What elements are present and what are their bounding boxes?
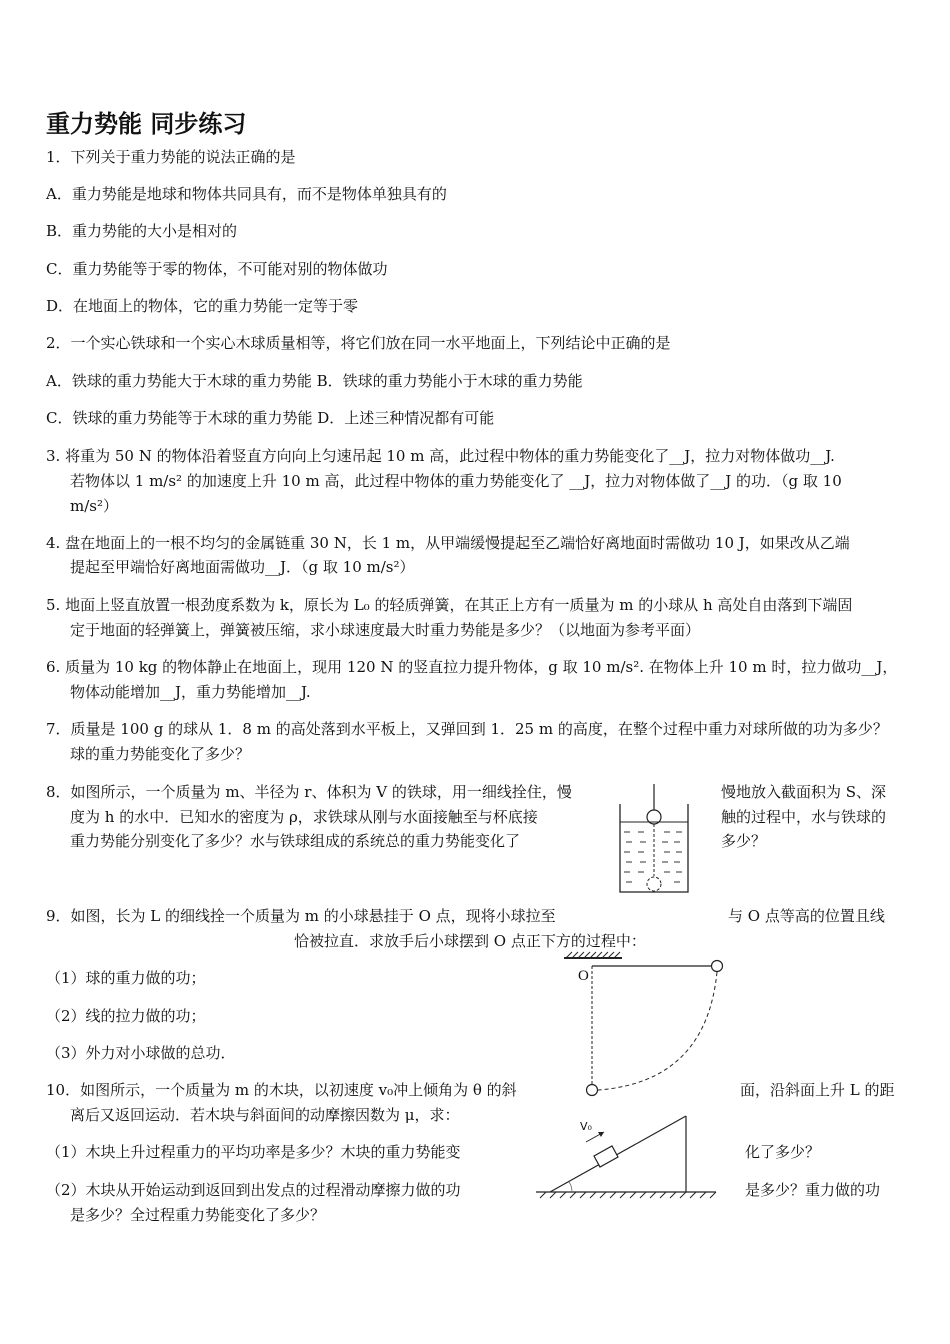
question-10-sub2: （2）木块从开始运动到返回到出发点的过程滑动摩擦力做的功	[46, 1181, 461, 1199]
question-3-line1: 3. 将重为 50 N 的物体沿着竖直方向向上匀速吊起 10 m 高，此过程中物体的重力势能变化了__J，拉力对物体做功__J.	[46, 447, 835, 465]
q1-option-a: A．重力势能是地球和物体共同具有，而不是物体单独具有的	[46, 185, 447, 203]
question-10-sub1-right: 化了多少？	[745, 1143, 821, 1161]
question-3-line2: 若物体以 1 m/s² 的加速度上升 10 m 高，此过程中物体的重力势能变化了 __J，拉力对物体做了__J 的功．（g 取 10	[70, 472, 842, 490]
question-10-line2: 离后又返回运动．若木块与斜面间的动摩擦因数为 μ，求：	[70, 1106, 460, 1124]
question-9-line1-right: 与 O 点等高的位置且线	[728, 907, 885, 925]
question-9-sub2: （2）线的拉力做的功；	[46, 1007, 206, 1025]
q2-options-cd: C．铁球的重力势能等于木球的重力势能 D．上述三种情况都有可能	[46, 409, 495, 427]
question-5-line2: 定于地面的轻弹簧上，弹簧被压缩，求小球速度最大时重力势能是多少？（以地面为参考平面）	[70, 621, 701, 639]
question-10-line1-right: 面，沿斜面上升 L 的距	[740, 1081, 895, 1099]
question-1: 1．下列关于重力势能的说法正确的是	[46, 148, 296, 166]
question-4-line1: 4. 盘在地面上的一根不均匀的金属链重 30 N，长 1 m，从甲端缓慢提起至乙端恰好离地面时需做功 10 J，如果改从乙端	[46, 534, 850, 552]
question-9-sub3: （3）外力对小球做的总功．	[46, 1044, 236, 1062]
q1-option-b: B．重力势能的大小是相对的	[46, 222, 238, 240]
question-2: 2．一个实心铁球和一个实心木球质量相等，将它们放在同一水平地面上，下列结论中正确的是	[46, 334, 671, 352]
q1-option-c: C．重力势能等于零的物体，不可能对别的物体做功	[46, 260, 388, 278]
question-7-line1: 7．质量是 100 g 的球从 1．8 m 的高处落到水平板上，又弹回到 1．25 m 的高度，在整个过程中重力对球所做的功为多少？	[46, 720, 888, 738]
beaker-figure	[612, 780, 692, 898]
question-5-line1: 5. 地面上竖直放置一根劲度系数为 k，原长为 L₀ 的轻质弹簧，在其正上方有一质量为 m 的小球从 h 高处自由落到下端固	[46, 596, 853, 614]
question-8-line2-right: 触的过程中，水与铁球的	[721, 808, 887, 826]
question-9-sub1: （1）球的重力做的功；	[46, 969, 206, 987]
question-8-line3-right: 多少？	[721, 832, 767, 850]
q2-options-ab: A．铁球的重力势能大于木球的重力势能 B．铁球的重力势能小于木球的重力势能	[46, 372, 583, 390]
page-title: 重力势能 同步练习	[46, 110, 247, 138]
question-6-line2: 物体动能增加__J，重力势能增加__J.	[70, 683, 311, 701]
question-10-sub3: 是多少？全过程重力势能变化了多少？	[70, 1206, 326, 1224]
incline-figure	[532, 1112, 722, 1204]
question-7-line2: 球的重力势能变化了多少？	[70, 745, 251, 763]
pendulum-label-o: O	[578, 968, 589, 984]
question-8-line2: 度为 h 的水中．已知水的密度为 ρ，求铁球从刚与水面接触至与杯底接	[70, 808, 538, 826]
question-4-line2: 提起至甲端恰好离地面需做功__J．（g 取 10 m/s²）	[70, 558, 415, 576]
question-8-line1-right: 慢地放入截面积为 S、深	[721, 783, 887, 801]
question-10-line1: 10．如图所示，一个质量为 m 的木块，以初速度 v₀冲上倾角为 θ 的斜	[46, 1081, 517, 1099]
question-10-sub1: （1）木块上升过程重力的平均功率是多少？木块的重力势能变	[46, 1143, 461, 1161]
question-10-sub2-right: 是多少？重力做的功	[745, 1181, 881, 1199]
question-3-line3: m/s²）	[70, 497, 118, 515]
pendulum-figure	[556, 950, 736, 1100]
question-8-line3: 重力势能分别变化了多少？水与铁球组成的系统总的重力势能变化了	[70, 832, 521, 850]
question-9-line2: 恰被拉直．求放手后小球摆到 O 点正下方的过程中：	[294, 932, 646, 950]
question-9-line1: 9．如图，长为 L 的细线拴一个质量为 m 的小球悬挂于 O 点，现将小球拉至	[46, 907, 556, 925]
incline-label-v0: V₀	[580, 1120, 592, 1133]
question-8-line1: 8．如图所示，一个质量为 m、半径为 r、体积为 V 的铁球，用一细线拴住，慢	[46, 783, 572, 801]
question-6-line1: 6. 质量为 10 kg 的物体静止在地面上，现用 120 N 的竖直拉力提升物体，g 取 10 m/s². 在物体上升 10 m 时，拉力做功__J，	[46, 658, 898, 676]
q1-option-d: D．在地面上的物体，它的重力势能一定等于零	[46, 297, 359, 315]
